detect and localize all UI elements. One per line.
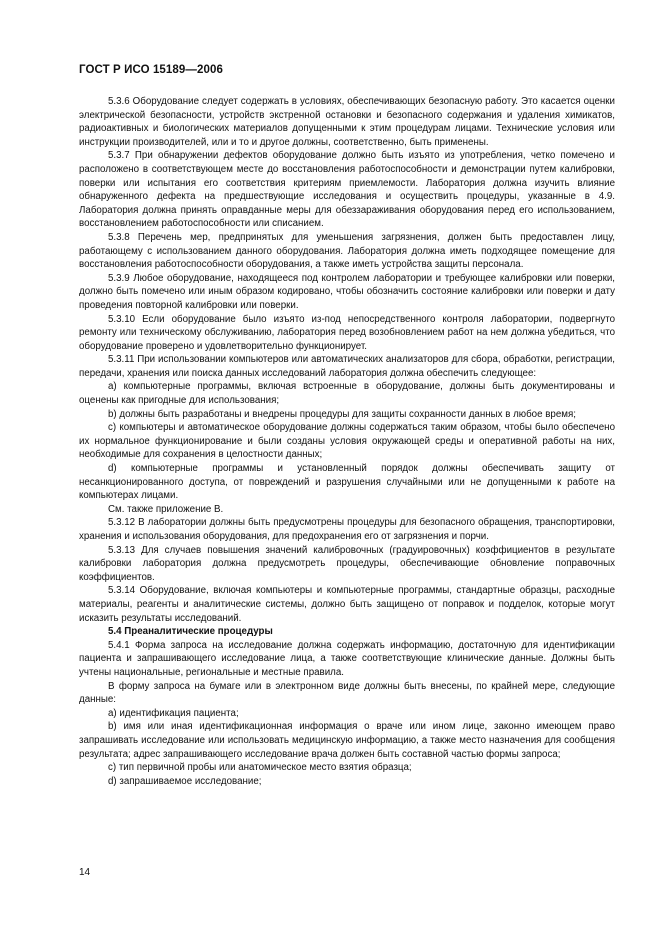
paragraph-5-4-1: 5.4.1 Форма запроса на исследование должна содержать информацию, достаточную для идентификации пациента и запрашивающего исследование лица, а также соответствующие клинические данные. Должны быть учтены национальные, региональные и местные правила. — [79, 639, 615, 678]
paragraph-5-3-12: 5.3.12 В лаборатории должны быть предусмотрены процедуры для безопасного обращения, транспортировки, хранения и использования оборудования, для предохранения его от загрязнения и порчи. — [79, 517, 615, 542]
list-item-d: d) компьютерные программы и установленный порядок должны обеспечивать защиту от несанкционированного доступа, от повреждений и разрушения случайными или не допущенными к работе на компьютерах лицами. — [79, 463, 615, 502]
paragraph-5-3-6: 5.3.6 Оборудование следует содержать в условиях, обеспечивающих безопасную работу. Это касается оценки электрической безопасности, устройств экстренной остановки и безопасного содержания и удаления химикатов, радиоактивных и биологических материалов допущенными к этим процедурам лицами. Технические условия или инструкции производителей, или и то и другое должны, соответственно, быть применены. — [79, 96, 615, 148]
paragraph-5-3-11: 5.3.11 При использовании компьютеров или автоматических анализаторов для сбора, обработки, регистрации, передачи, хранения или поиска данных исследований лаборатория должна обеспечить следующее: — [79, 354, 615, 379]
paragraph-5-3-9: 5.3.9 Любое оборудование, находящееся под контролем лаборатории и требующее калибровки или поверки, должно быть помечено или иным образом кодировано, чтобы обозначить состояние калибровки или поверки и дату проведения повторной калибровки или поверки. — [79, 272, 615, 311]
page-number: 14 — [79, 867, 91, 878]
see-also-note: См. также приложение В. — [108, 503, 224, 515]
paragraph-5-3-13: 5.3.13 Для случаев повышения значений калибровочных (градуировочных) коэффициентов в результате калибровки лаборатория должна предусмотреть процедуры, обеспечивающие обновление поправочных коэффициентов. — [79, 544, 615, 583]
list-item-a: a) компьютерные программы, включая встроенные в оборудование, должны быть документированы и оценены как пригодные для использования; — [79, 381, 615, 407]
request-item-a: a) идентификация пациента; — [108, 707, 239, 719]
document-body — [79, 95, 615, 788]
request-item-c: c) тип первичной пробы или анатомическое место взятия образца; — [108, 762, 412, 774]
paragraph-5-3-8: 5.3.8 Перечень мер, предпринятых для уменьшения загрязнения, должен быть предоставлен лицу, работающему с использованием данного оборудования. Лаборатория должна иметь подходящее помещение для восстановления работоспособности оборудования, а также иметь устройства защиты персонала. — [79, 231, 615, 271]
paragraph-5-3-14: 5.3.14 Оборудование, включая компьютеры и компьютерные программы, стандартные образцы, расходные материалы, реагенты и аналитические системы, должно быть защищено от поправок и подделок, которые могут исказить результаты исследований. — [79, 585, 615, 624]
list-item-c: c) компьютеры и автоматическое оборудование должны содержаться таким образом, чтобы было обеспечено их нормальное функционирование и были созданы условия окружающей среды и оперативной работы на них, необходимые для сохранения в целостности данных; — [79, 422, 615, 461]
paragraph-5-3-10: 5.3.10 Если оборудование было изъято из-под непосредственного контроля лаборатории, подвергнуто ремонту или техническому обслуживанию, лаборатория перед возобновлением работ на нем должна убедиться, что оборудование проверено и удовлетворительно функционирует. — [79, 313, 615, 352]
request-item-d: d) запрашиваемое исследование; — [108, 775, 262, 787]
section-heading-5-4: 5.4 Преаналитические процедуры — [108, 626, 273, 638]
document-header: ГОСТ Р ИСО 15189—2006 — [79, 64, 224, 76]
request-form-intro: В форму запроса на бумаге или в электронном виде должны быть внесены, по крайней мере, следующие данные: — [79, 680, 615, 706]
list-item-b: b) должны быть разработаны и внедрены процедуры для защиты сохранности данных в любое время; — [108, 408, 576, 420]
paragraph-5-3-7: 5.3.7 При обнаружении дефектов оборудование должно быть изъято из употребления, четко помечено и расположено в соответствующем месте до восстановления работоспособности и демонстрации путем калибровки, поверки или испытания его соответствия критериям приемлемости. Лаборатория должна изучить влияние обнаруженного дефекта на предшествующие исследования и осуществить процедуры, указанные в 4.9. Лаборатория должна принять оправданные меры для обеззараживания оборудования перед его использованием, восстановлением работоспособности или списанием. — [79, 150, 615, 230]
request-item-b: b) имя или иная идентификационная информация о враче или ином лице, законно имеющем право запрашивать исследование или использовать медицинскую информацию, а также место назначения для сообщения результата; адрес запрашивающего исследование врача должен быть составной частью формы запроса; — [79, 721, 615, 760]
